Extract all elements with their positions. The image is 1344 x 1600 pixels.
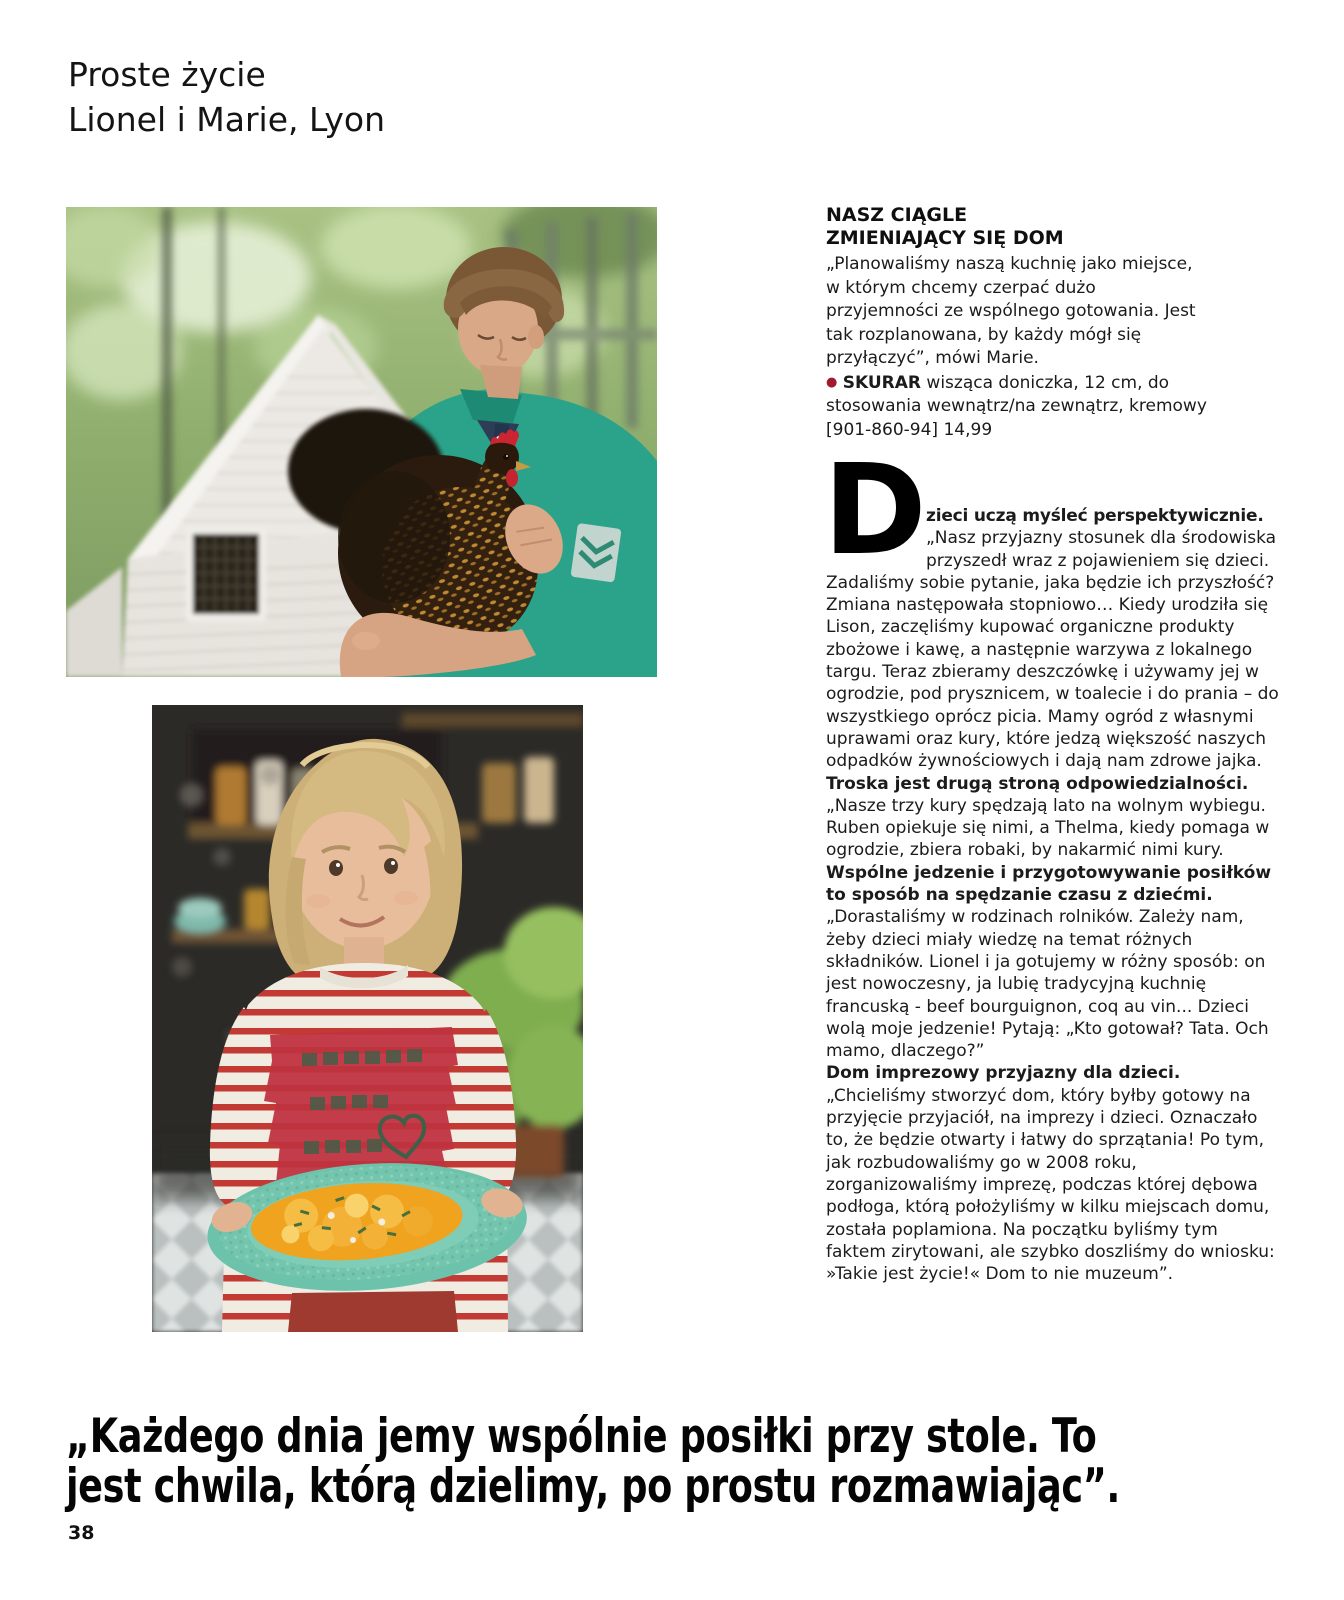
article-paragraph: „Dorastaliśmy w rodzinach rolników. Zależy nam, żeby dzieci miały wiedzę na temat różnych składników. Lionel i ja gotujemy w różny sposób: on jest nowoczesny, ja lubię tradycyjną kuchnię francuską - beef bourguignon, coq au vin... Dzieci wolą moje jedzenie! Pytają: „Kto gotował? Tata. Och mamo, dlaczego?” xyxy=(826,907,1269,1062)
pull-quote-line1: „Każdego dnia jemy wspólnie posiłki przy stole. To xyxy=(66,1409,1097,1464)
article-paragraph: „Chcieliśmy stworzyć dom, który byłby gotowy na przyjęcie przyjaciół, na imprezy i dzieci. Oznaczało to, że będzie otwarty i łatwy do sprzątania! Po tym, jak rozbudowaliśmy go w 2008 roku, zorganizowaliśmy imprezę, podczas której dębowa podłoga, którą położyliśmy w kilku miejscach domu, została poplamiona. Na początku byliśmy tym faktem zirytowani, ale szybko doszliśmy do wniosku: »Takie jest życie!« Dom to nie muzeum”. xyxy=(826,1085,1275,1285)
photo-boy-with-chicken xyxy=(66,207,657,677)
article-drop-cap: D xyxy=(823,438,927,583)
coop-window xyxy=(186,527,266,621)
article-body xyxy=(823,438,1281,1285)
page-number: 38 xyxy=(68,1522,95,1544)
section-heading-line2: ZMIENIAJĄCY SIĘ DOM xyxy=(826,227,1064,249)
product-caption xyxy=(826,371,1208,443)
article-paragraph: „Nasze trzy kury spędzają lato na wolnym wybiegu. Ruben opiekuje się nimi, a Thelma, kiedy pomaga w ogrodzie, zbiera robaki, by nakarmić nimi kury. xyxy=(826,795,1270,861)
intro-paragraph: „Planowaliśmy naszą kuchnię jako miejsce, w którym chcemy czerpać dużo przyjemności ze wspólnego gotowania. Jest tak rozplanowana, by każdy mógł się przyłączyć”, mówi Marie. xyxy=(826,254,1196,368)
pull-quote xyxy=(66,1409,1120,1514)
page-title-line1: Proste życie xyxy=(68,55,266,94)
product-column xyxy=(826,204,1208,442)
page-title-line2: Lionel i Marie, Lyon xyxy=(68,100,385,139)
photo-girl-with-plate xyxy=(152,705,583,1332)
product-description: wisząca doniczka, 12 cm, do stosowania wewnątrz/na zewnątrz, kremowy [901-860-94] 14,99 xyxy=(826,372,1207,440)
article-subheading: Wspólne jedzenie i przygotowywanie posiłków to sposób na spędzanie czasu z dziećmi. xyxy=(826,862,1272,906)
page-title xyxy=(68,52,385,142)
product-name: SKURAR xyxy=(842,372,922,393)
article-subheading: Troska jest drugą stroną odpowiedzialności. xyxy=(826,773,1249,794)
pull-quote-line2: jest chwila, którą dzielimy, po prostu rozmawiając”. xyxy=(66,1459,1120,1514)
article-subheading: zieci uczą myśleć perspektywicznie. xyxy=(926,506,1264,526)
section-heading xyxy=(826,204,1208,250)
article-paragraph: „Nasz przyjazny stosunek dla środowiska przyszedł wraz z pojawieniem się dzieci. Zadaliśmy sobie pytanie, jaka będzie ich przyszłość? Zmiana następowała stopniowo… Kiedy urodziła się Lison, zaczęliśmy kupować organiczne produkty zbożowe i kawę, a następnie warzywa z lokalnego targu. Teraz zbieramy deszczówkę i używamy jej w ogrodzie, pod prysznicem, w toalecie i do prania – do wszystkiego oprócz picia. Mamy ogród z własnymi uprawami oraz kury, które jedzą większość naszych odpadków żywnościowych i dają nam zdrowe jajka. xyxy=(826,528,1279,772)
polo-logo-patch xyxy=(570,523,621,583)
article-subheading: Dom imprezowy przyjazny dla dzieci. xyxy=(826,1063,1181,1084)
section-heading-line1: NASZ CIĄGLE xyxy=(826,204,968,226)
product-bullet-icon: ● xyxy=(826,374,838,390)
